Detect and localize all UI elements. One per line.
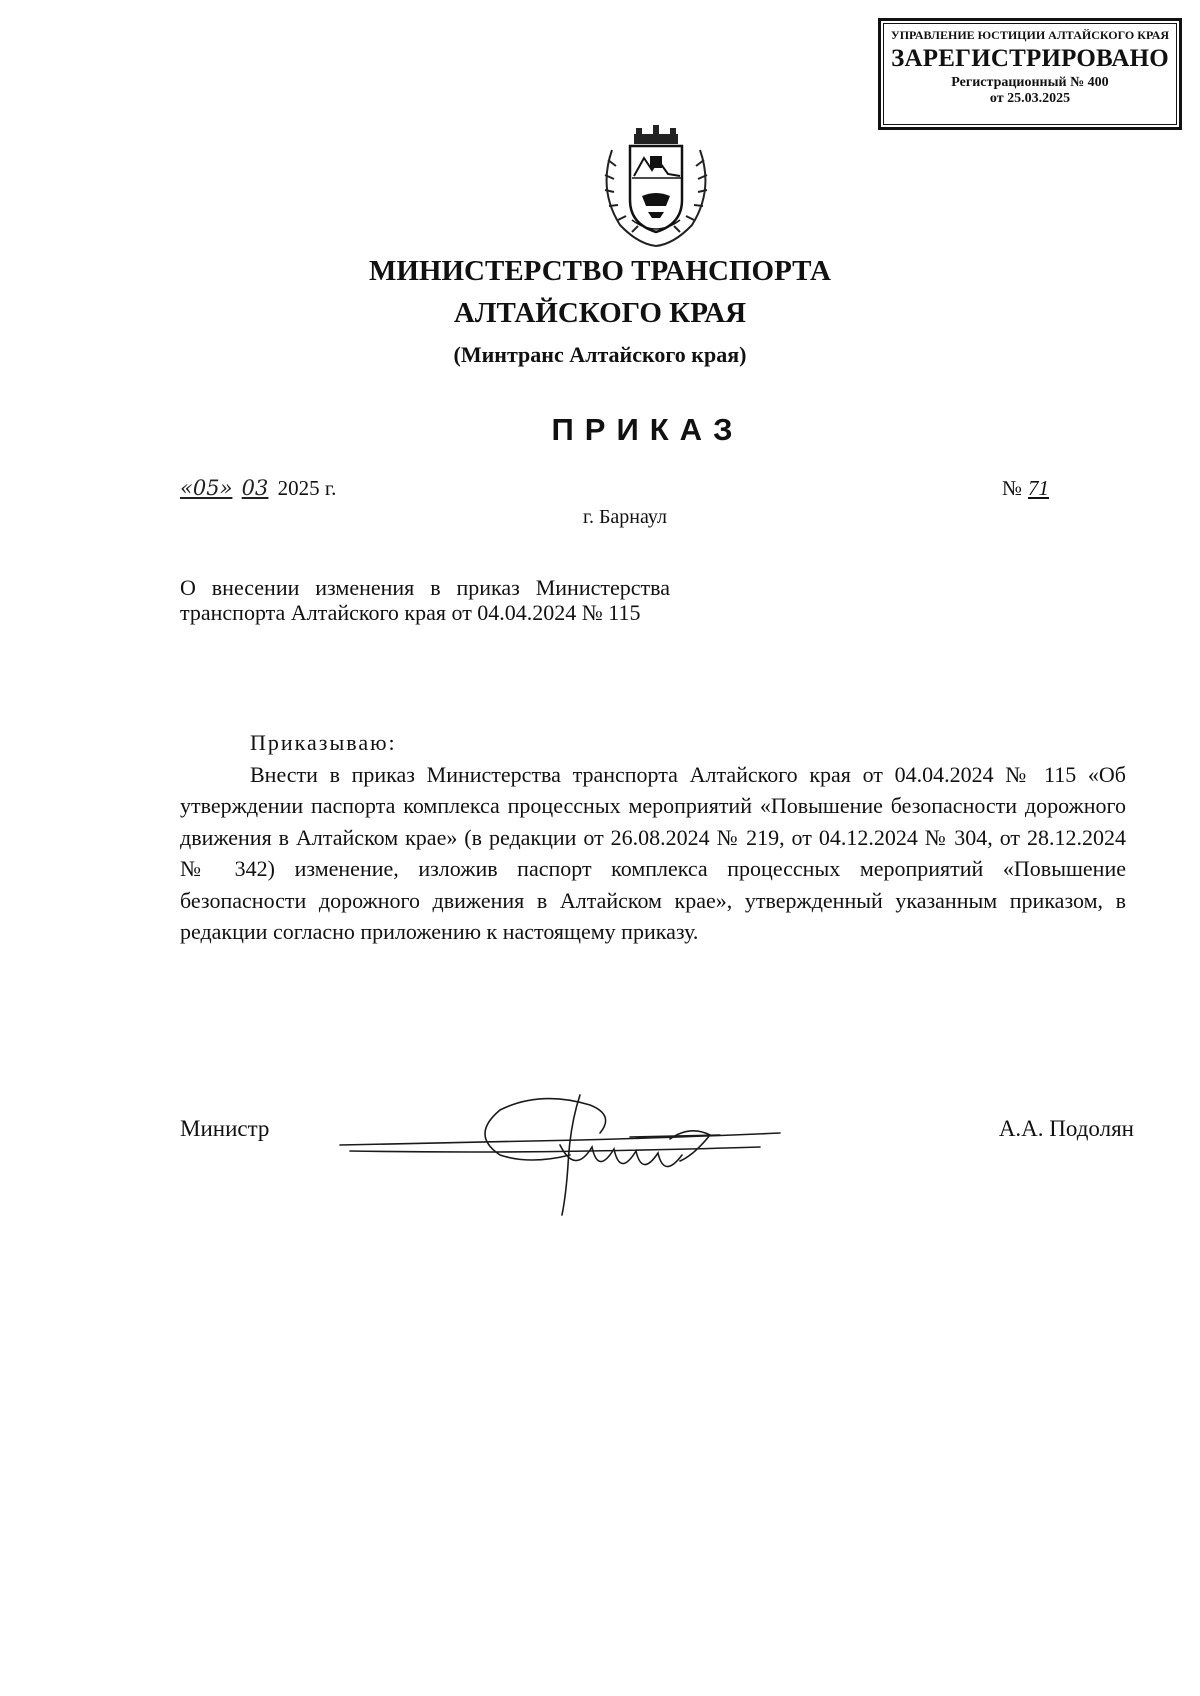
ministry-name (0, 250, 1200, 334)
handwritten-signature (330, 1085, 800, 1265)
registration-stamp (878, 18, 1182, 130)
order-date (180, 476, 336, 501)
date-day: «05» (180, 476, 233, 500)
signatory-name: А.А. Подолян (998, 1116, 1134, 1141)
ministry-short-name: (Минтранс Алтайского края) (453, 342, 747, 367)
number-label: № (1002, 476, 1023, 500)
order-subject: О внесении изменения в приказ Министерства транспорта Алтайского края от 04.04.2024 № 115 (180, 575, 670, 625)
order-number (1002, 476, 1049, 501)
number-value: 71 (1028, 476, 1050, 500)
order-lead: Приказываю: (250, 730, 397, 755)
ministry-line-1: МИНИСТЕРСТВО ТРАНСПОРТА (369, 255, 831, 287)
coat-of-arms-icon (592, 120, 720, 250)
order-paragraph: Внести в приказ Министерства транспорта Алтайского края от 04.04.2024 № 115 «Об утверждении паспорта комплекса процессных мероприятий «Повышение безопасности дорожного движения в Алтайском крае» (в редакции от 26.08.2024 № 219, от 04.12.2024 № 304, от 28.12.2024 № 342) изменение, изложив паспорт комплекса процессных мероприятий «Повышение безопасности дорожного движения в Алтайском крае», утвержденный указанным приказом, в редакции согласно приложению к настоящему приказу. (180, 761, 1126, 944)
stamp-reg-date: от 25.03.2025 (989, 91, 1071, 106)
stamp-reg-number: Регистрационный № 400 (951, 75, 1109, 90)
document-type: ПРИКАЗ (551, 412, 744, 447)
signatory-position: Министр (180, 1116, 270, 1141)
stamp-authority: УПРАВЛЕНИЕ ЮСТИЦИИ АЛТАЙСКОГО КРАЯ (890, 28, 1170, 42)
order-body (180, 727, 1126, 948)
date-year: 2025 г. (277, 476, 337, 500)
date-month: 03 (241, 476, 269, 500)
ministry-line-2: АЛТАЙСКОГО КРАЯ (453, 297, 747, 329)
stamp-status: ЗАРЕГИСТРИРОВАНО (891, 45, 1169, 72)
city: г. Барнаул (583, 506, 667, 528)
